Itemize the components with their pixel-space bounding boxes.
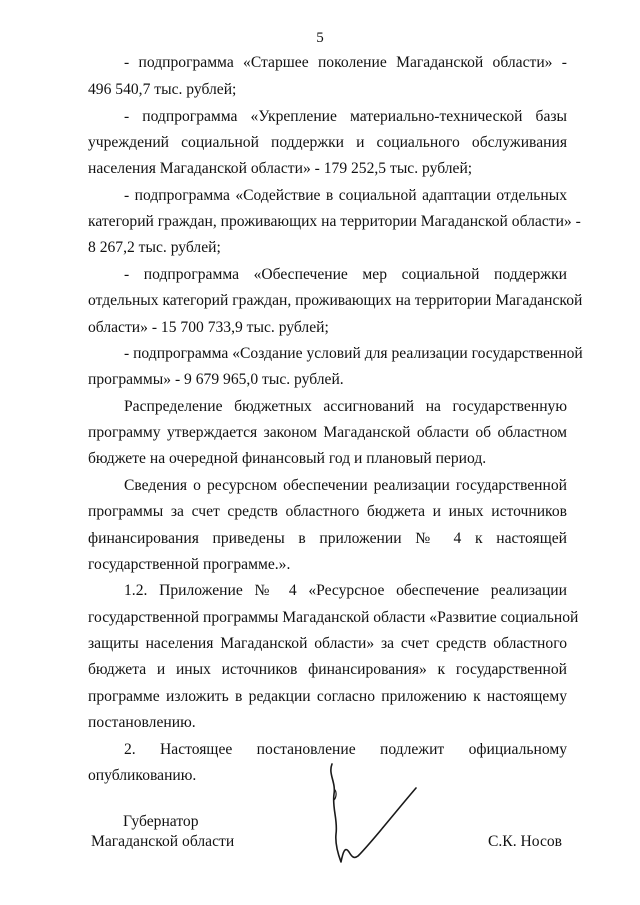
text-line: бюджета и иных источников финансирования» к государственной [88,661,567,678]
text-line: - подпрограмма «Создание условий для реализации государственной [124,345,583,362]
text-line: Сведения о ресурсном обеспечении реализации государственной [124,477,567,494]
text-line: программу утверждается законом Магаданской области об областном [88,424,567,441]
text-line: - подпрограмма «Содействие в социальной адаптации отдельных [124,187,567,204]
text-line: опубликованию. [88,767,197,784]
text-line: финансирования приведены в приложении № 4 к настоящей [88,530,567,547]
text-line: 8 267,2 тыс. рублей; [88,239,221,256]
text-line: - подпрограмма «Старшее поколение Магаданской области» - [124,54,567,71]
text-line: государственной программе.». [88,556,291,573]
handwritten-signature [318,760,428,870]
text-line: 496 540,7 тыс. рублей; [88,81,237,98]
text-line: - подпрограмма «Укрепление материально-технической базы [124,108,567,125]
page-number: 5 [316,30,324,46]
text-line: 1.2. Приложение № 4 «Ресурсное обеспечение реализации [124,582,567,599]
text-line: программы за счет средств областного бюджета и иных источников [88,503,567,520]
signer-title-line1: Губернатор [123,813,199,830]
signer-title-line2: Магаданской области [91,833,235,850]
text-line: 2. Настоящее постановление подлежит официальному [124,741,567,758]
text-line: учреждений социальной поддержки и социального обслуживания [88,134,567,151]
text-line: государственной программы Магаданской области «Развитие социальной [88,609,579,626]
text-line: категорий граждан, проживающих на территории Магаданской области» - [88,213,581,230]
text-line: - подпрограмма «Обеспечение мер социальной поддержки [124,266,567,283]
text-line: программе изложить в редакции согласно приложению к настоящему [88,688,567,705]
text-line: защиты населения Магаданской области» за счет средств областного [88,635,567,652]
text-line: бюджете на очередной финансовый год и плановый период. [88,450,487,467]
text-line: программы» - 9 679 965,0 тыс. рублей. [88,371,344,388]
text-line: области» - 15 700 733,9 тыс. рублей; [88,319,329,336]
text-line: постановлению. [88,714,196,731]
text-line: Распределение бюджетных ассигнований на государственную [124,398,567,415]
signer-name: С.К. Носов [488,833,563,850]
text-line: населения Магаданской области» - 179 252,5 тыс. рублей; [88,160,473,177]
text-line: отдельных категорий граждан, проживающих на территории Магаданской [88,292,583,309]
